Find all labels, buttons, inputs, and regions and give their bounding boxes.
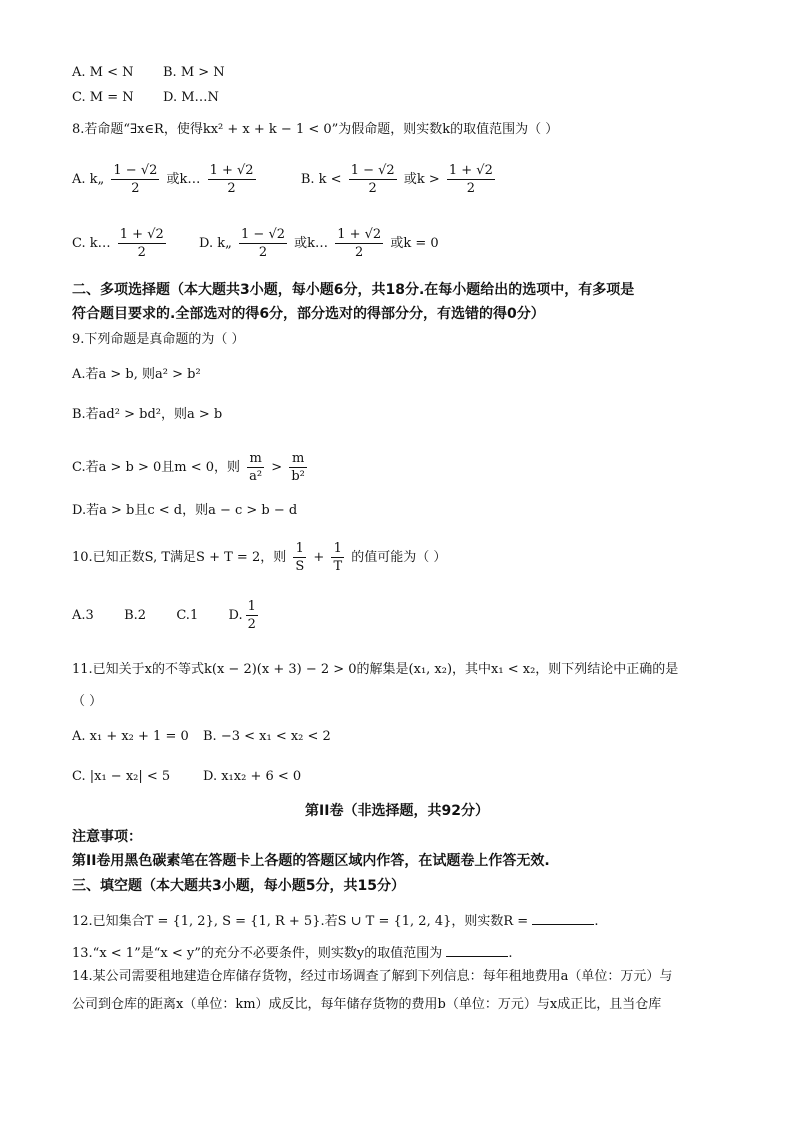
q12-end: . [594, 914, 599, 929]
frac-denominator: a² [249, 469, 263, 484]
q10-stem-prefix: 10.已知正数S, T满足S + T = 2，则 [72, 550, 287, 565]
frac-numerator: 1 − √2 [241, 227, 286, 242]
q7-option-c: C. M = N [72, 90, 134, 105]
q12-text: 12.已知集合T = {1, 2}, S = {1, R + 5}.若S ∪ T = {1, 2, 4}，则实数R = [72, 914, 529, 929]
frac-denominator: 2 [247, 617, 256, 632]
q10-stem-suffix: 的值可能为（ ） [351, 550, 447, 565]
q8-option-c-prefix: C. k… [72, 236, 111, 251]
frac-denominator: 2 [137, 245, 146, 260]
q8-option-d-prefix: D. k„ [199, 236, 232, 251]
frac-denominator: 2 [131, 181, 140, 196]
q8-option-d-frac2 [335, 226, 383, 261]
q9-stem: 9.下列命题是真命题的为（ ） [72, 332, 245, 347]
frac-numerator: 1 + √2 [337, 227, 382, 242]
q8-option-d-frac1 [239, 226, 287, 261]
q8-option-a-prefix: A. k„ [72, 172, 105, 187]
q7-option-a: A. M < N [72, 65, 134, 80]
q11-stem-line1: 11.已知关于x的不等式k(x − 2)(x + 3) − 2 > 0的解集是(x₁, x₂)，其中x₁ < x₂，则下列结论中正确的是 [72, 662, 679, 677]
frac-denominator: 2 [355, 245, 364, 260]
q8-option-b-mid: 或k > [403, 172, 440, 187]
q12-answer-blank[interactable] [532, 912, 594, 925]
q8-option-d-suffix: 或k = 0 [390, 236, 439, 251]
q8-option-a-frac2 [208, 162, 256, 197]
frac-denominator: 2 [368, 181, 377, 196]
q10-option-d-prefix: D. [228, 608, 243, 623]
q9-option-c [72, 450, 310, 485]
q8-option-d-mid: 或k… [294, 236, 329, 251]
notice-text: 第II卷用黑色碳素笔在答题卡上各题的答题区域内作答，在试题卷上作答无效. [72, 853, 550, 869]
q10-frac2 [331, 540, 344, 575]
q9-option-b: B.若ad² > bd²，则a > b [72, 407, 223, 422]
q8-options-row1 [72, 162, 498, 197]
frac-denominator: 2 [258, 245, 268, 260]
part2-title: 第II卷（非选择题，共92分） [305, 803, 489, 819]
frac-numerator: 1 − √2 [113, 163, 158, 178]
q8-option-b-frac1 [349, 162, 397, 197]
q10-op: + [313, 550, 325, 565]
frac-numerator: m [289, 450, 307, 468]
frac-numerator: 1 [331, 540, 344, 558]
frac-numerator: 1 [293, 540, 306, 558]
q7-option-b: B. M > N [163, 65, 225, 80]
frac-denominator: b² [291, 469, 305, 484]
q10-option-c: C.1 [176, 608, 199, 623]
q8-option-b-frac2 [447, 162, 495, 197]
q9-option-d: D.若a > b且c < d，则a − c > b − d [72, 503, 298, 518]
frac-denominator: S [295, 559, 305, 574]
frac-denominator: T [333, 559, 343, 574]
q8-options-row2 [72, 226, 439, 261]
q13-answer-blank[interactable] [446, 944, 508, 957]
q14-line1: 14.某公司需要租地建造仓库储存货物，经过市场调查了解到下列信息：每年租地费用a（单位：万元）与 [72, 969, 673, 984]
frac-denominator: 2 [466, 181, 475, 196]
q11-stem-line2: （ ） [72, 694, 103, 709]
q10-stem [72, 540, 446, 575]
section3-heading: 三、填空题（本大题共3小题，每小题5分，共15分） [72, 878, 405, 894]
q13 [72, 944, 512, 963]
q11-option-b: B. −3 < x₁ < x₂ < 2 [203, 729, 331, 744]
q10-option-a: A.3 [72, 608, 94, 623]
q8-option-a-mid: 或k… [166, 172, 201, 187]
q9-option-a: A.若a > b, 则a² > b² [72, 367, 201, 382]
q8-stem: 8.若命题“∃x∈R，使得kx² + x + k − 1 < 0”为假命题，则实数k的取值范围为（ ） [72, 122, 559, 137]
q13-text: 13.“x < 1”是“x < y”的充分不必要条件，则实数y的取值范围为 [72, 946, 443, 961]
frac-denominator: 2 [227, 181, 236, 196]
frac-numerator: 1 + √2 [448, 163, 493, 178]
frac-numerator: 1 − √2 [350, 163, 395, 178]
frac-numerator: 1 [247, 599, 256, 614]
section2-heading-line1: 二、多项选择题（本大题共3小题，每小题6分，共18分.在每小题给出的选项中，有多项是 [72, 282, 635, 298]
q9-option-c-prefix: C.若a > b > 0且m < 0，则 [72, 460, 241, 475]
q11-option-a: A. x₁ + x₂ + 1 = 0 [72, 729, 189, 744]
q7-option-d: D. M…N [163, 90, 219, 105]
q10-option-b: B.2 [124, 608, 147, 623]
section2-heading-line2: 符合题目要求的.全部选对的得6分，部分选对的得部分分，有选错的得0分） [72, 306, 545, 322]
q10-frac1 [293, 540, 306, 575]
q8-option-a-frac1 [111, 162, 159, 197]
q9-option-c-op: > [271, 460, 283, 475]
q14-line2: 公司到仓库的距离x（单位：km）成反比，每年储存货物的费用b（单位：万元）与x成正比，且当仓库 [72, 997, 662, 1012]
q8-option-b-prefix: B. k < [300, 172, 342, 187]
q12 [72, 912, 598, 931]
frac-numerator: 1 + √2 [209, 163, 254, 178]
notice-label: 注意事项： [72, 829, 142, 845]
q9-option-c-frac1 [247, 450, 264, 485]
frac-numerator: m [247, 450, 264, 468]
q11-option-d: D. x₁x₂ + 6 < 0 [203, 769, 302, 784]
q13-end: . [508, 946, 513, 961]
q9-option-c-frac2 [289, 450, 307, 485]
frac-numerator: 1 + √2 [119, 227, 164, 242]
q11-option-c: C. |x₁ − x₂| < 5 [72, 769, 171, 784]
q10-options [72, 598, 261, 633]
q10-option-d-frac [246, 598, 258, 633]
q8-option-c-frac [118, 226, 166, 261]
